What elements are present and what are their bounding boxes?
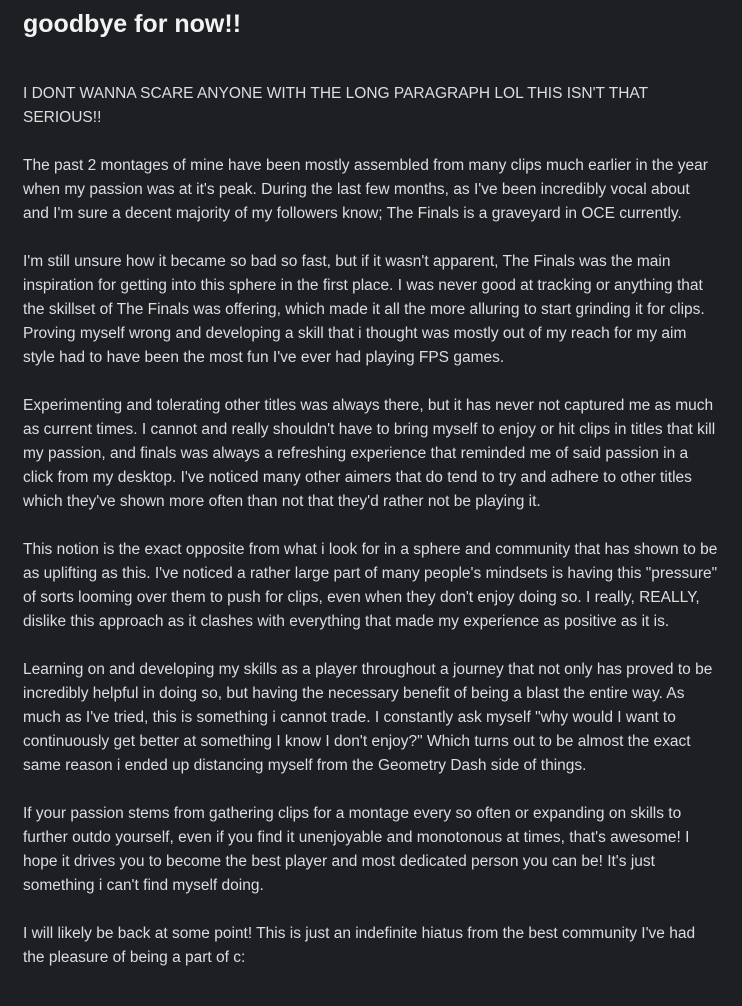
- post-paragraph-6: Learning on and developing my skills as a player throughout a journey that not only has proved to be incredibly helpful in doing so, but having the necessary benefit of being a blast the entire way. As much as I've tried, this is something i cannot trade. I constantly ask myself "why would I want to continuously get better at something I know I don't enjoy?" Which turns out to be almost the exact same reason i ended up distancing myself from the Geometry Dash side of things.: [23, 661, 713, 774]
- post-paragraph-3: I'm still unsure how it became so bad so fast, but if it wasn't apparent, The Finals was the main inspiration for getting into this sphere in the first place. I was never good at tracking or anything that the skillset of The Finals was offering, which made it all the more alluring to start grinding it for clips. Proving myself wrong and developing a skill that i thought was mostly out of my reach for my aim style had to have been the most fun I've ever had playing FPS games.: [23, 253, 705, 366]
- post-paragraph-1: I DONT WANNA SCARE ANYONE WITH THE LONG PARAGRAPH LOL THIS ISN'T THAT SERIOUS!!: [23, 85, 648, 126]
- post-paragraph-5: This notion is the exact opposite from what i look for in a sphere and community that has shown to be as uplifting as this. I've noticed a rather large part of many people's mindsets is having this "pressure" of sorts looming over them to push for clips, even when they don't enjoy doing so. I really, REALLY, dislike this approach as it clashes with everything that made my experience as positive as it is.: [23, 541, 718, 630]
- post-title: goodbye for now!!: [23, 10, 242, 38]
- post-paragraph-7: If your passion stems from gathering clips for a montage every so often or expanding on skills to further outdo yourself, even if you find it unenjoyable and monotonous at times, that's awesome! I hope it drives you to become the best player and most dedicated person you can be! It's just something i can't find myself doing.: [23, 805, 690, 894]
- post-paragraph-2: The past 2 montages of mine have been mostly assembled from many clips much earlier in the year when my passion was at it's peak. During the last few months, as I've been incredibly vocal about and I'm sure a decent majority of my followers know; The Finals is a graveyard in OCE currently.: [23, 157, 708, 222]
- post-paragraph-4: Experimenting and tolerating other titles was always there, but it has never not captured me as much as current times. I cannot and really shouldn't have to bring myself to enjoy or hit clips in titles that kill my passion, and finals was always a refreshing experience that reminded me of said passion in a click from my desktop. I've noticed many other aimers that do tend to try and adhere to other titles which they've shown more often than not that they'd rather not be playing it.: [23, 397, 716, 510]
- post-paragraph-8: I will likely be back at some point! This is just an indefinite hiatus from the best community I've had the pleasure of being a part of c:: [23, 925, 696, 966]
- post-body: [23, 82, 719, 970]
